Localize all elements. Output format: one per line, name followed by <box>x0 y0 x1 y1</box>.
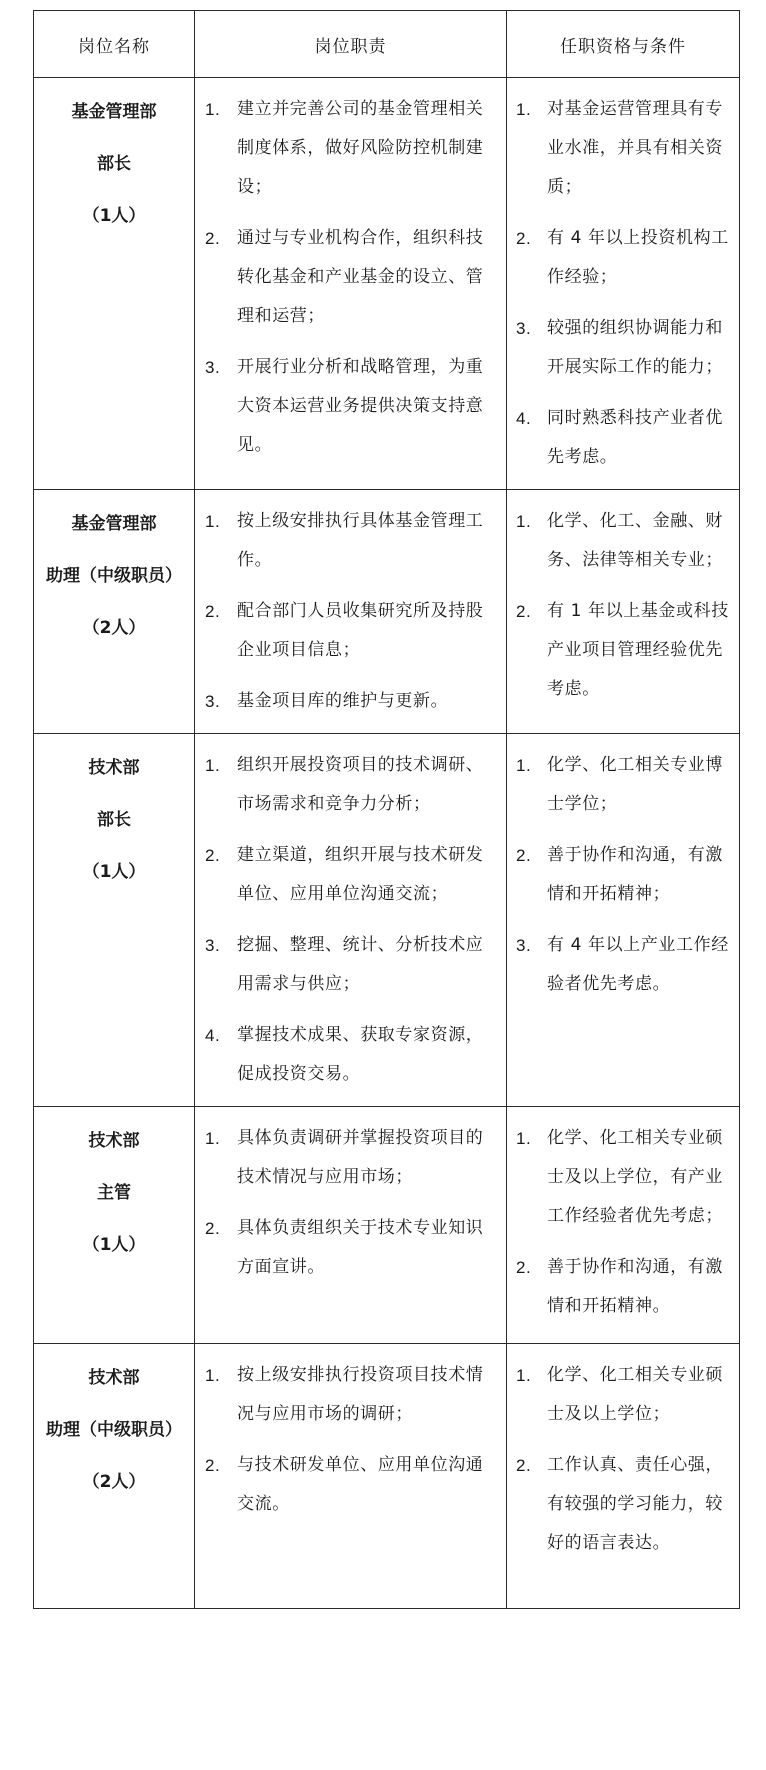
qualification-item <box>507 90 729 207</box>
qualifications-list <box>507 1107 739 1326</box>
duties-cell <box>195 1344 507 1609</box>
qualification-item <box>507 1356 729 1434</box>
duty-item <box>195 219 496 336</box>
duties-cell <box>195 78 507 490</box>
list-number: 4. <box>205 1026 221 1045</box>
list-number: 1. <box>205 100 221 119</box>
qualification-item-text: 化学、化工相关专业博士学位； <box>547 755 723 814</box>
position-headcount: （1人） <box>82 206 146 226</box>
duty-item-text: 配合部门人员收集研究所及持股企业项目信息； <box>237 601 484 660</box>
position-title: 部长 <box>97 810 131 830</box>
position-name-cell <box>34 1344 195 1609</box>
list-number: 3. <box>516 319 532 338</box>
list-number: 1. <box>516 512 532 531</box>
duty-item <box>195 1016 496 1094</box>
position-headcount: （1人） <box>82 862 146 882</box>
duties-list <box>195 78 506 465</box>
position-department: 基金管理部 <box>71 102 157 122</box>
list-number: 2. <box>205 229 221 248</box>
duties-cell <box>195 1107 507 1344</box>
list-number: 1. <box>205 1366 221 1385</box>
list-number: 1. <box>516 1129 532 1148</box>
list-number: 3. <box>205 358 221 377</box>
list-number: 2. <box>205 1456 221 1475</box>
position-department: 技术部 <box>88 1368 140 1388</box>
duty-item <box>195 836 496 914</box>
qualification-item-text: 善于协作和沟通，有激情和开拓精神； <box>547 845 723 904</box>
duty-item <box>195 90 496 207</box>
list-number: 2. <box>516 846 532 865</box>
duty-item-text: 基金项目库的维护与更新。 <box>237 691 449 711</box>
duty-item-text: 开展行业分析和战略管理，为重大资本运营业务提供决策支持意见。 <box>237 357 484 455</box>
list-number: 1. <box>516 1366 532 1385</box>
duty-item-text: 掌握技术成果、获取专家资源，促成投资交易。 <box>237 1025 484 1084</box>
position-department: 基金管理部 <box>71 514 157 534</box>
duties-list <box>195 1344 506 1524</box>
qualification-item <box>507 399 729 477</box>
qualifications-cell <box>507 490 740 734</box>
duty-item <box>195 1209 496 1287</box>
duties-list <box>195 1107 506 1287</box>
qualification-item-text: 较强的组织协调能力和开展实际工作的能力； <box>547 318 723 377</box>
header-position-name: 岗位名称 <box>34 11 195 78</box>
duty-item-text: 组织开展投资项目的技术调研、市场需求和竞争力分析； <box>237 755 484 814</box>
qualification-item <box>507 926 729 1004</box>
position-title: 主管 <box>97 1183 131 1203</box>
qualifications-list <box>507 78 739 477</box>
list-number: 2. <box>516 229 532 248</box>
position-title: 部长 <box>97 154 131 174</box>
list-number: 1. <box>516 100 532 119</box>
qualification-item-text: 对基金运营管理具有专业水准，并具有相关资质； <box>547 99 723 197</box>
qualification-item <box>507 1248 729 1326</box>
qualification-item <box>507 309 729 387</box>
position-headcount: （2人） <box>82 618 146 638</box>
duty-item-text: 按上级安排执行具体基金管理工作。 <box>237 511 484 570</box>
qualification-item <box>507 502 729 580</box>
qualification-item <box>507 592 729 709</box>
duty-item <box>195 348 496 465</box>
qualification-item <box>507 1446 729 1563</box>
duty-item-text: 建立渠道，组织开展与技术研发单位、应用单位沟通交流； <box>237 845 484 904</box>
list-number: 2. <box>205 1219 221 1238</box>
list-number: 1. <box>205 512 221 531</box>
duty-item-text: 建立并完善公司的基金管理相关制度体系，做好风险防控机制建设； <box>237 99 484 197</box>
duty-item <box>195 1356 496 1434</box>
qualification-item-text: 化学、化工相关专业硕士及以上学位，有产业工作经验者优先考虑； <box>547 1128 723 1226</box>
table-row <box>34 734 740 1107</box>
duty-item <box>195 926 496 1004</box>
job-positions-table <box>33 10 740 1609</box>
list-number: 1. <box>516 756 532 775</box>
duty-item-text: 具体负责组织关于技术专业知识方面宣讲。 <box>237 1218 484 1277</box>
qualifications-cell <box>507 1107 740 1344</box>
table-row <box>34 490 740 734</box>
position-title: 助理（中级职员） <box>46 1420 182 1440</box>
qualifications-list <box>507 490 739 709</box>
position-department: 技术部 <box>88 758 140 778</box>
qualification-item <box>507 1119 729 1236</box>
duty-item <box>195 746 496 824</box>
qualification-item-text: 有 4 年以上产业工作经验者优先考虑。 <box>547 935 729 994</box>
list-number: 2. <box>516 1258 532 1277</box>
position-department: 技术部 <box>88 1131 140 1151</box>
qualifications-list <box>507 734 739 1004</box>
duty-item <box>195 1119 496 1197</box>
duty-item-text: 按上级安排执行投资项目技术情况与应用市场的调研； <box>237 1365 484 1424</box>
qualification-item-text: 有 4 年以上投资机构工作经验； <box>547 228 729 287</box>
list-number: 2. <box>205 846 221 865</box>
list-number: 2. <box>516 1456 532 1475</box>
duty-item <box>195 682 496 721</box>
table-row <box>34 1107 740 1344</box>
list-number: 3. <box>205 936 221 955</box>
duty-item-text: 与技术研发单位、应用单位沟通交流。 <box>237 1455 484 1514</box>
qualification-item-text: 同时熟悉科技产业者优先考虑。 <box>547 408 723 467</box>
table-row <box>34 1344 740 1609</box>
table-header-row <box>34 11 740 78</box>
duty-item <box>195 592 496 670</box>
duties-list <box>195 734 506 1094</box>
duty-item <box>195 502 496 580</box>
duties-cell <box>195 734 507 1107</box>
qualification-item-text: 工作认真、责任心强，有较强的学习能力，较好的语言表达。 <box>547 1455 723 1553</box>
duty-item <box>195 1446 496 1524</box>
qualification-item-text: 化学、化工、金融、财务、法律等相关专业； <box>547 511 723 570</box>
list-number: 3. <box>516 936 532 955</box>
position-headcount: （2人） <box>82 1472 146 1492</box>
duty-item-text: 具体负责调研并掌握投资项目的技术情况与应用市场； <box>237 1128 484 1187</box>
list-number: 1. <box>205 756 221 775</box>
list-number: 2. <box>205 602 221 621</box>
qualifications-cell <box>507 78 740 490</box>
position-name-cell <box>34 734 195 1107</box>
position-headcount: （1人） <box>82 1235 146 1255</box>
list-number: 2. <box>516 602 532 621</box>
qualifications-cell <box>507 1344 740 1609</box>
duty-item-text: 通过与专业机构合作，组织科技转化基金和产业基金的设立、管理和运营； <box>237 228 484 326</box>
position-name-cell <box>34 1107 195 1344</box>
position-name-cell <box>34 490 195 734</box>
list-number: 3. <box>205 692 221 711</box>
qualification-item-text: 有 1 年以上基金或科技产业项目管理经验优先考虑。 <box>547 601 729 699</box>
header-duties: 岗位职责 <box>195 11 507 78</box>
qualification-item-text: 化学、化工相关专业硕士及以上学位； <box>547 1365 723 1424</box>
duties-cell <box>195 490 507 734</box>
duties-list <box>195 490 506 721</box>
list-number: 4. <box>516 409 532 428</box>
qualification-item <box>507 746 729 824</box>
table-row <box>34 78 740 490</box>
qualification-item <box>507 836 729 914</box>
qualification-item <box>507 219 729 297</box>
list-number: 1. <box>205 1129 221 1148</box>
position-name-cell <box>34 78 195 490</box>
header-qualifications: 任职资格与条件 <box>507 11 740 78</box>
position-title: 助理（中级职员） <box>46 566 182 586</box>
qualifications-cell <box>507 734 740 1107</box>
qualification-item-text: 善于协作和沟通，有激情和开拓精神。 <box>547 1257 723 1316</box>
qualifications-list <box>507 1344 739 1563</box>
duty-item-text: 挖掘、整理、统计、分析技术应用需求与供应； <box>237 935 484 994</box>
